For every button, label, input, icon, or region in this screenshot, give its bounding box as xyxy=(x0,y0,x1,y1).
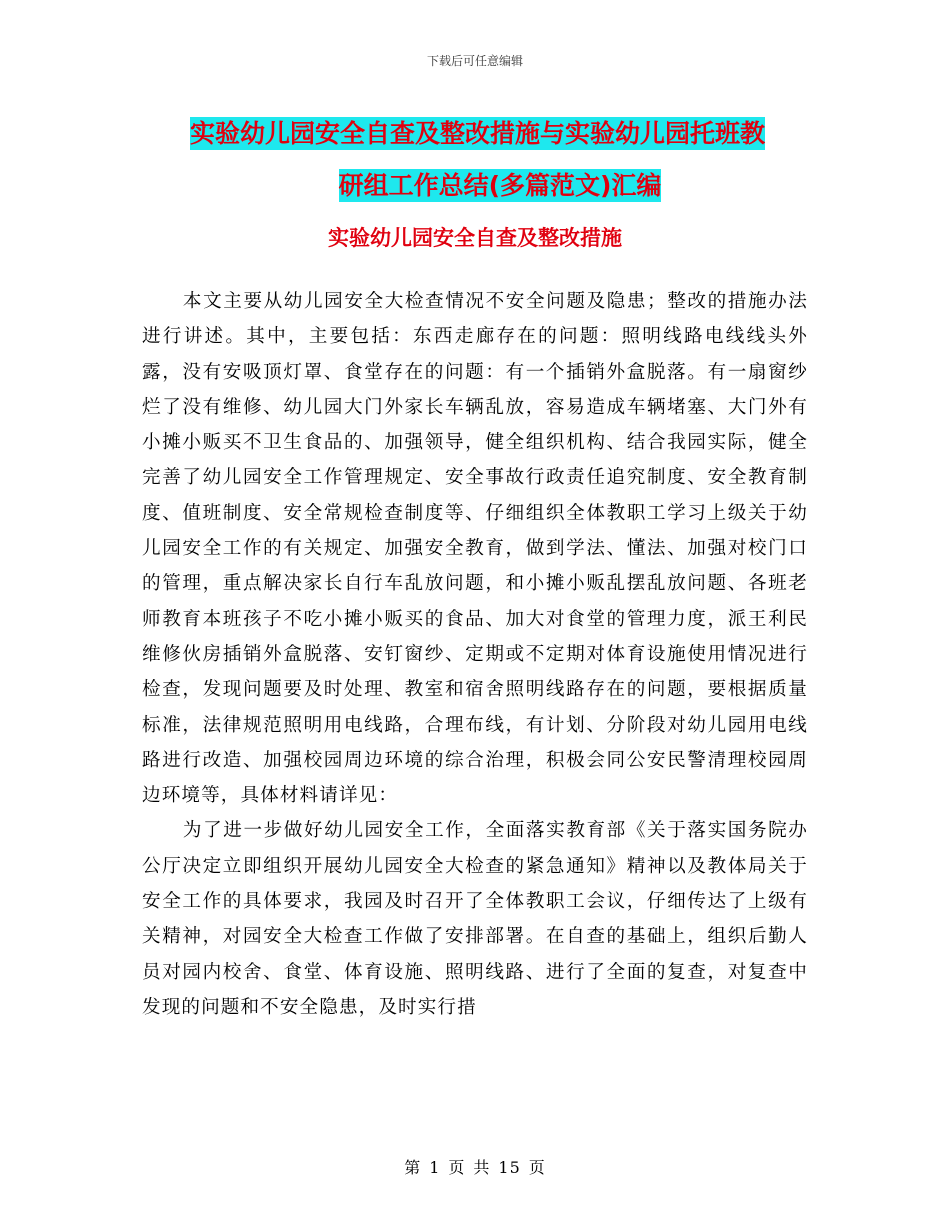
title-line-2: 研组工作总结(多篇范文)汇编 xyxy=(338,171,662,200)
paragraph: 本文主要从幼儿园安全大检查情况不安全问题及隐患；整改的措施办法进行讲述。其中，主要包括：东西走廊存在的问题：照明线路电线线头外露，没有安吸顶灯罩、食堂存在的问题：有一个插销外盒脱落。有一扇窗纱烂了没有维修、幼儿园大门外家长车辆乱放，容易造成车辆堵塞、大门外有小摊小贩买不卫生食品的、加强领导，健全组织机构、结合我园实际，健全完善了幼儿园安全工作管理规定、安全事故行政责任追究制度、安全教育制度、值班制度、安全常规检查制度等、仔细组织全体教职工学习上级关于幼儿园安全工作的有关规定、加强安全教育，做到学法、懂法、加强对校门口的管理，重点解决家长自行车乱放问题，和小摊小贩乱摆乱放问题、各班老师教育本班孩子不吃小摊小贩买的食品、加大对食堂的管理力度，派王利民维修伙房插销外盒脱落、安钉窗纱、定期或不定期对体育设施使用情况进行检查，发现问题要及时处理、教室和宿舍照明线路存在的问题，要根据质量标准，法律规范照明用电线路，合理布线，有计划、分阶段对幼儿园用电线路进行改造、加强校园周边环境的综合治理，积极会同公安民警清理校园周边环境等，具体材料请详见： xyxy=(142,291,808,807)
footer-label-unit2: 页 xyxy=(528,1158,546,1177)
header-note: 下载后可任意编辑 xyxy=(426,54,523,68)
title-line-1: 实验幼儿园安全自查及整改措施与实验幼儿园托班教 xyxy=(190,119,766,148)
section-title: 实验幼儿园安全自查及整改措施 xyxy=(328,226,622,250)
body-text xyxy=(142,284,808,1025)
footer-label-total: 共 xyxy=(473,1158,491,1177)
footer-label-page: 第 xyxy=(404,1158,422,1177)
document-title xyxy=(190,108,810,212)
paragraph: 为了进一步做好幼儿园安全工作，全面落实教育部《关于落实国务院办公厅决定立即组织开展幼儿园安全大检查的紧急通知》精神以及教体局关于安全工作的具体要求，我园及时召开了全体教职工会议，仔细传达了上级有关精神，对园安全大检查工作做了安排部署。在自查的基础上，组织后勤人员对园内校舍、食堂、体育设施、照明线路、进行了全面的复查，对复查中发现的问题和不安全隐患，及时实行措 xyxy=(142,820,808,1018)
footer-page-number: 1 xyxy=(429,1158,441,1177)
footer-total-pages: 15 xyxy=(498,1158,521,1177)
footer-label-unit: 页 xyxy=(448,1158,466,1177)
page-footer xyxy=(0,1155,950,1178)
